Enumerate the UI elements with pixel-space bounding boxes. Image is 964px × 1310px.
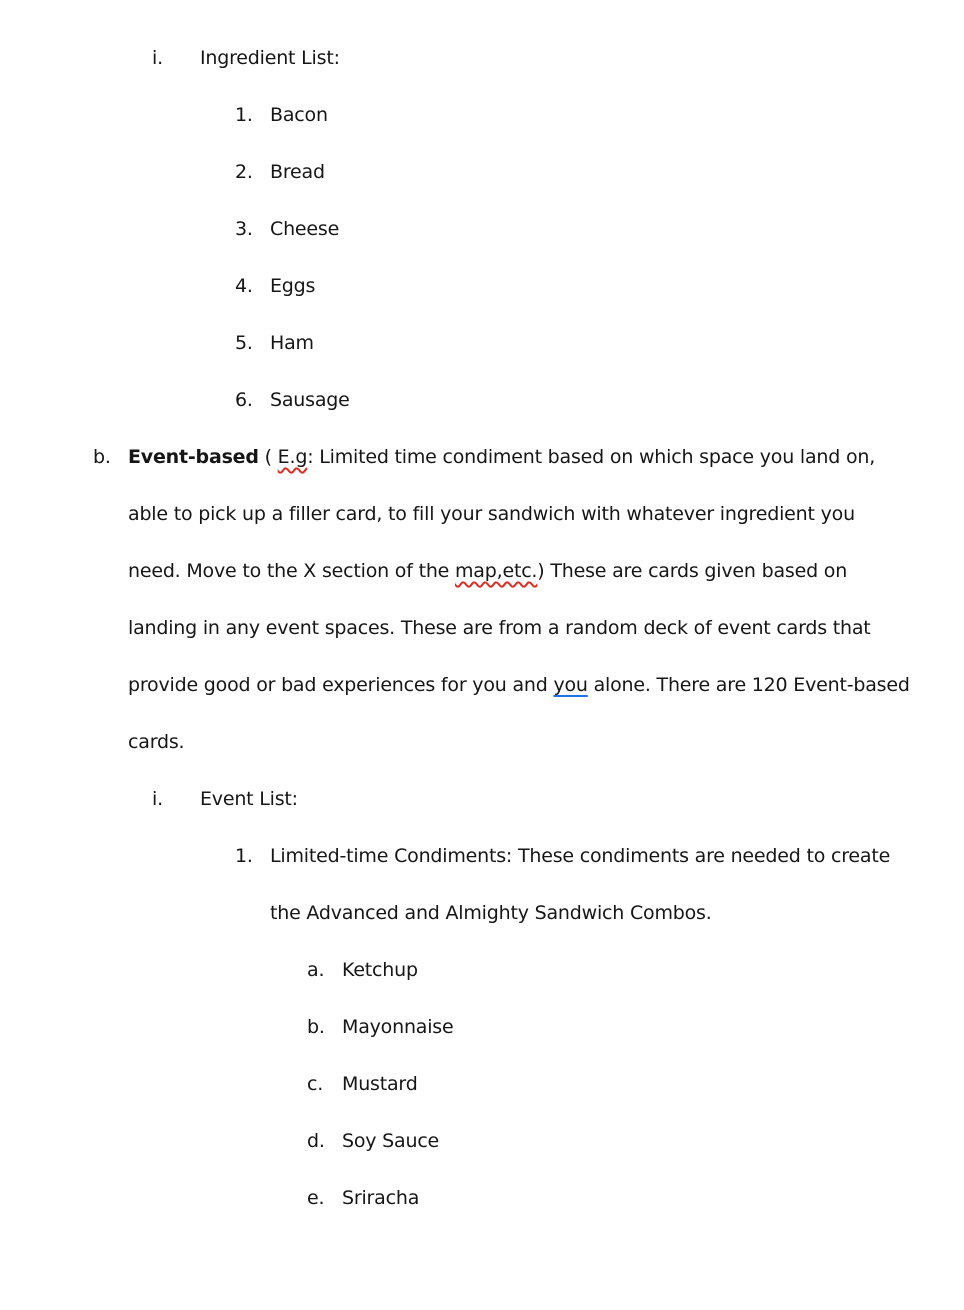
ingredient-list-title: Ingredient List:: [200, 47, 340, 69]
list-item: [235, 372, 964, 429]
list-item: [235, 258, 964, 315]
list-marker: i.: [152, 788, 163, 810]
paragraph-segment: (: [258, 446, 278, 468]
list-item-label: Bread: [270, 161, 325, 183]
list-item: [235, 144, 964, 201]
list-marker: i.: [152, 47, 163, 69]
list-marker: a.: [307, 959, 325, 981]
grammar-word: you: [553, 674, 588, 696]
event-list-title: Event List:: [200, 788, 298, 810]
event-based-paragraph: [93, 429, 964, 771]
paragraph-segment: ) These are cards given based on landing in any event spaces. These are from a random deck of event cards that provide good or bad experiences for you and: [128, 560, 871, 696]
list-item: [235, 315, 964, 372]
list-item-label: Bacon: [270, 104, 328, 126]
list-item-label: Ketchup: [342, 959, 418, 981]
list-item-label: Limited-time Condiments: These condiments are needed to create the Advanced and Almighty Sandwich Combos.: [270, 845, 891, 924]
list-marker: 4.: [235, 275, 253, 297]
list-item: [307, 1170, 964, 1227]
paragraph-segment: alone. There are 120 Event-based cards.: [128, 674, 910, 753]
spellcheck-word: E.g: [277, 446, 308, 468]
list-marker: b.: [307, 1016, 325, 1038]
list-item-label: Cheese: [270, 218, 340, 240]
list-item-label: Mustard: [342, 1073, 418, 1095]
list-item: [235, 201, 964, 258]
event-based-term: Event-based: [128, 446, 259, 468]
list-item: [307, 942, 964, 999]
list-marker: 1.: [235, 845, 253, 867]
list-item-label: Mayonnaise: [342, 1016, 454, 1038]
list-marker: b.: [93, 446, 111, 468]
list-item-label: Sriracha: [342, 1187, 420, 1209]
list-marker: 6.: [235, 389, 253, 411]
paragraph-text: [128, 429, 910, 771]
event-list-heading: [152, 771, 964, 828]
list-marker: 2.: [235, 161, 253, 183]
list-marker: 3.: [235, 218, 253, 240]
list-item: [235, 828, 964, 942]
list-item-label: Sausage: [270, 389, 350, 411]
list-item: [307, 1056, 964, 1113]
list-marker: e.: [307, 1187, 325, 1209]
list-marker: c.: [307, 1073, 324, 1095]
list-marker: d.: [307, 1130, 325, 1152]
paragraph-segment: : Limited time condiment based on which space you land on, able to pick up a filler card, to fill your sandwich with whatever ingredient you need. Move to the X section of the: [128, 446, 876, 582]
list-item: [235, 87, 964, 144]
list-marker: 1.: [235, 104, 253, 126]
ingredient-list-heading: [152, 30, 964, 87]
spellcheck-word: map,etc.: [455, 560, 538, 582]
list-item-label: Soy Sauce: [342, 1130, 440, 1152]
list-marker: 5.: [235, 332, 253, 354]
list-item-label: Eggs: [270, 275, 316, 297]
list-item: [307, 999, 964, 1056]
list-item-label: Ham: [270, 332, 314, 354]
list-item: [307, 1113, 964, 1170]
